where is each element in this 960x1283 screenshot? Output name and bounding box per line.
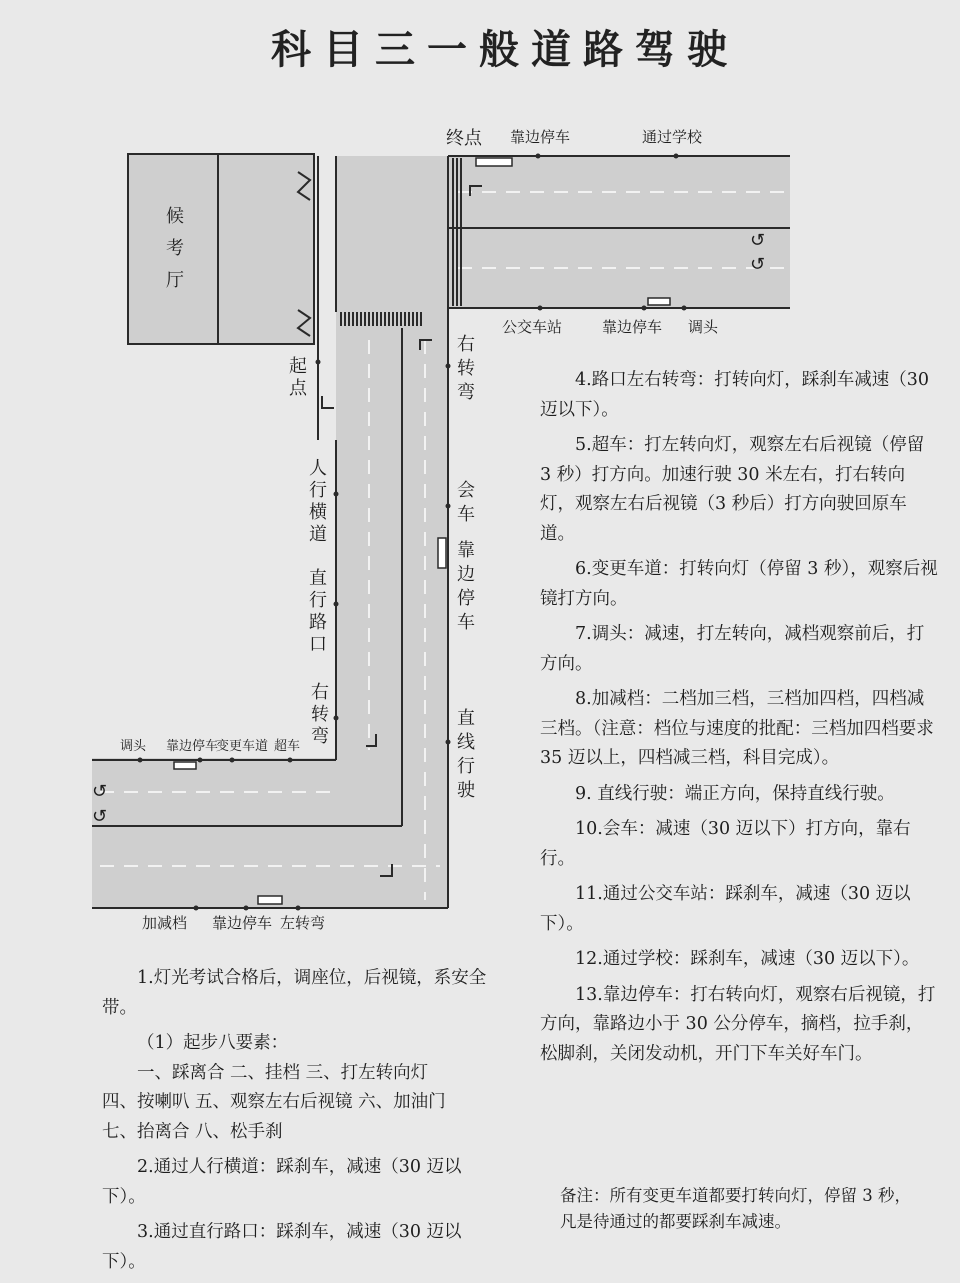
uturn-icon: ↺	[92, 806, 108, 827]
step-8: 8.加减档：二档加三档，三档加四档，四档减三档。（注意：档位与速度的批配：三档加四档要求 35 迈以上，四档减三档，科目完成）。	[540, 689, 934, 768]
step-1: 1.灯光考试合格后，调座位，后视镜，系安全带。	[102, 968, 487, 1018]
step-7: 7.调头：减速，打左转向，减档观察前后，打方向。	[540, 624, 925, 674]
uturn-icon: ↺	[92, 781, 108, 802]
step-3: 3.通过直行路口：踩刹车，减速（30 迈以下）。	[102, 1222, 462, 1272]
parking-box-bl	[174, 762, 196, 769]
bottom-road	[92, 758, 448, 908]
label-start: 起点	[289, 356, 307, 399]
page-title: 科目三一般道路驾驶	[271, 26, 739, 73]
label-right-park: 靠边停车	[457, 540, 475, 633]
parking-box-bottom	[258, 896, 282, 904]
label-bl-uturn: 调头	[120, 739, 147, 754]
label-straight-intersection: 直行路口	[309, 568, 327, 655]
right-steps	[540, 366, 940, 1075]
label-bot-left-turn: 左转弯	[280, 914, 326, 932]
crosswalk-hatch	[338, 312, 422, 326]
label-end: 终点	[446, 128, 482, 149]
step-1-sub: （1）起步八要素：	[137, 1033, 289, 1053]
top-road	[448, 156, 790, 308]
parking-box-mid	[648, 298, 670, 305]
label-meet: 会车	[457, 480, 475, 525]
label-school: 通过学校	[642, 128, 703, 146]
label-bot-park: 靠边停车	[212, 914, 273, 932]
hall-char-2: 考	[166, 238, 184, 259]
label-right-turn-top: 右转弯	[457, 334, 475, 403]
step-9: 9. 直线行驶：端正方向，保持直线行驶。	[575, 783, 895, 804]
top-connector	[336, 156, 448, 328]
uturn-icon: ↺	[750, 230, 766, 251]
step-11: 11.通过公交车站：踩刹车，减速（30 迈以下）。	[540, 884, 911, 934]
label-straight-drive: 直线行驶	[457, 708, 475, 801]
label-bot-gear: 加减档	[142, 914, 188, 932]
end-crosswalk-hatch	[450, 158, 464, 306]
label-bl-lane-change: 变更车道	[216, 739, 269, 754]
step-2: 2.通过人行横道：踩刹车，减速（30 迈以下）。	[102, 1157, 462, 1207]
label-bl-overtake: 超车	[274, 739, 301, 754]
step-10: 10.会车：减速（30 迈以下）打方向，靠右行。	[540, 819, 911, 869]
label-right-turn-left: 右转弯	[311, 682, 329, 747]
hall-label	[166, 206, 184, 291]
label-mid-park: 靠边停车	[602, 318, 663, 336]
uturn-icon: ↺	[750, 254, 766, 275]
hall-char-1: 候	[166, 206, 184, 227]
step-1-items-c: 七、抬离合 八、松手刹	[102, 1121, 283, 1142]
step-13: 13.靠边停车：打右转向灯，观察右后视镜，打方向，靠路边小于 30 公分停车，摘档，拉手刹，松脚刹，关闭发动机，开门下车关好车门。	[540, 984, 936, 1064]
step-12: 12.通过学校：踩刹车，减速（30 迈以下）。	[575, 949, 920, 969]
label-top-park: 靠边停车	[510, 128, 571, 146]
label-crosswalk: 人行横道	[309, 458, 327, 545]
step-4: 4.路口左右转弯：打转向灯，踩刹车减速（30 迈以下）。	[540, 370, 929, 420]
waiting-hall	[128, 154, 314, 344]
step-5: 5.超车：打左转向灯，观察左右后视镜（停留 3 秒）打方向。加速行驶 30 米左右，打右转向灯，观察左右后视镜（3 秒后）打方向驶回原车道。	[540, 435, 925, 544]
footnote: 备注：所有变更车道都要打转向灯，停留 3 秒，凡是待通过的都要踩刹车减速。	[560, 1186, 911, 1231]
step-1-items-a: 一、踩离合 二、挂档 三、打左转向灯	[137, 1062, 429, 1083]
step-6: 6.变更车道：打转向灯（停留 3 秒），观察后视镜打方向。	[540, 559, 938, 609]
label-bus-stop: 公交车站	[502, 318, 563, 336]
parking-box-top	[476, 158, 512, 166]
left-steps	[102, 964, 502, 1283]
label-bl-park: 靠边停车	[166, 739, 219, 754]
hall-char-3: 厅	[166, 270, 184, 291]
parking-box-right	[438, 538, 446, 568]
step-1-items-b: 四、按喇叭 五、观察左右后视镜 六、加油门	[102, 1092, 446, 1112]
label-mid-uturn: 调头	[688, 318, 719, 336]
